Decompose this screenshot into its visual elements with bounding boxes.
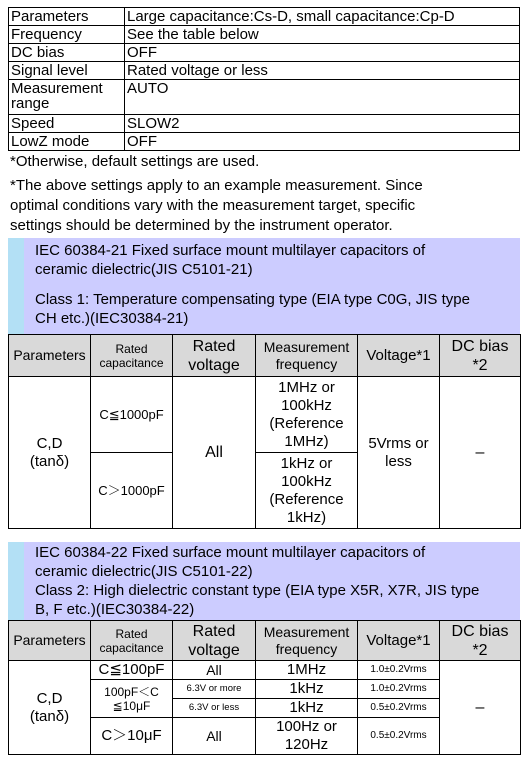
header-voltage: Voltage*1 xyxy=(358,621,440,661)
capacitance-cell: C＞1000pF xyxy=(91,453,173,529)
section2-banner xyxy=(8,542,520,620)
voltage-cell: 1.0±0.2Vrms xyxy=(358,661,440,680)
dc-bias-cell: – xyxy=(440,377,521,529)
section1-class: CH etc.)(IEC30384-21) xyxy=(35,310,189,327)
header-parameters: Parameters xyxy=(9,335,91,377)
capacitance-cell: C＞10μF xyxy=(91,718,173,755)
note-line: optimal conditions vary with the measurement target, specific xyxy=(10,197,416,214)
header-rated-capacitance: Rated capacitance xyxy=(91,335,173,377)
voltage-cell: 5Vrms or less xyxy=(358,377,440,529)
capacitance-cell: C≦1000pF xyxy=(91,377,173,453)
note-default: *Otherwise, default settings are used. xyxy=(10,153,260,170)
frequency-cell xyxy=(256,377,358,453)
section2-class: Class 2: High dielectric constant type (EIA type X5R, X7R, JIS type xyxy=(35,582,480,599)
param-cell xyxy=(9,377,91,529)
settings-key: DC bias xyxy=(9,44,125,62)
settings-row xyxy=(9,115,520,133)
frequency-line: 1MHz) xyxy=(284,432,329,450)
header-measurement-frequency: Measurement frequency xyxy=(256,621,358,661)
section1-table xyxy=(8,334,521,529)
settings-key: LowZ mode xyxy=(9,133,125,151)
rated-voltage-cell: 6.3V or more xyxy=(173,680,256,699)
table-row xyxy=(9,661,521,680)
settings-row xyxy=(9,8,520,26)
frequency-line: 1MHz or xyxy=(278,378,335,396)
header-dc-bias: DC bias *2 xyxy=(440,335,521,377)
settings-value: OFF xyxy=(125,44,520,62)
rated-voltage-cell: All xyxy=(173,661,256,680)
settings-value: Large capacitance:Cs-D, small capacitance:Cp-D xyxy=(125,8,520,26)
param-cell xyxy=(9,661,91,755)
settings-row xyxy=(9,133,520,151)
header-parameters: Parameters xyxy=(9,621,91,661)
table-row xyxy=(9,377,521,453)
section2-table xyxy=(8,620,521,755)
section2-title: IEC 60384-22 Fixed surface mount multilayer capacitors of xyxy=(35,544,426,561)
rated-voltage-cell: All xyxy=(173,377,256,529)
param-label: C,D xyxy=(36,434,63,452)
frequency-cell: 1kHz xyxy=(256,680,358,699)
capacitance-line: ≦10μF xyxy=(112,698,151,713)
settings-row xyxy=(9,44,520,62)
settings-value: SLOW2 xyxy=(125,115,520,133)
rated-voltage-cell: All xyxy=(173,718,256,755)
settings-row xyxy=(9,26,520,44)
frequency-line: (Reference xyxy=(269,414,344,432)
settings-value: See the table below xyxy=(125,26,520,44)
capacitance-cell xyxy=(91,680,173,718)
rated-voltage-cell: 6.3V or less xyxy=(173,699,256,718)
banner-accent-strip xyxy=(8,238,24,334)
header-voltage: Voltage*1 xyxy=(358,335,440,377)
section1-banner xyxy=(8,238,520,334)
section2-title: ceramic dielectric(JIS C5101-22) xyxy=(35,563,253,580)
frequency-line: 100Hz or xyxy=(276,718,337,735)
param-sub-label: (tanδ) xyxy=(29,707,70,725)
voltage-cell: 0.5±0.2Vrms xyxy=(358,699,440,718)
capacitance-line: 100pF＜C xyxy=(104,684,159,699)
voltage-cell: 1.0±0.2Vrms xyxy=(358,680,440,699)
settings-key: Frequency xyxy=(9,26,125,44)
section1-title: IEC 60384-21 Fixed surface mount multilayer capacitors of xyxy=(35,242,426,259)
settings-row xyxy=(9,80,520,115)
banner-accent-strip xyxy=(8,542,24,620)
settings-row xyxy=(9,62,520,80)
dc-bias-cell: – xyxy=(440,661,521,755)
frequency-line: 100kHz xyxy=(281,396,332,414)
settings-key: Parameters xyxy=(9,8,125,26)
header-rated-voltage: Rated voltage xyxy=(173,621,256,661)
table-header-row xyxy=(9,335,521,377)
frequency-line: (Reference xyxy=(269,490,344,508)
voltage-cell: 0.5±0.2Vrms xyxy=(358,718,440,755)
frequency-line: 120Hz xyxy=(284,736,329,753)
frequency-cell: 1kHz xyxy=(256,699,358,718)
header-measurement-frequency: Measurement frequency xyxy=(256,335,358,377)
table-header-row xyxy=(9,621,521,661)
frequency-cell: 1MHz xyxy=(256,661,358,680)
frequency-cell xyxy=(256,718,358,755)
settings-value: Rated voltage or less xyxy=(125,62,520,80)
param-sub-label: (tanδ) xyxy=(29,452,70,470)
capacitance-cell: C≦100pF xyxy=(91,661,173,680)
frequency-line: 1kHz) xyxy=(286,508,327,526)
note-line: settings should be determined by the instrument operator. xyxy=(10,217,393,234)
frequency-line: 1kHz or xyxy=(280,454,333,472)
frequency-cell xyxy=(256,453,358,529)
settings-key: Signal level xyxy=(9,62,125,80)
settings-value: OFF xyxy=(125,133,520,151)
section1-title: ceramic dielectric(JIS C5101-21) xyxy=(35,261,253,278)
section2-class: B, F etc.)(IEC30384-22) xyxy=(35,601,195,618)
header-dc-bias: DC bias *2 xyxy=(440,621,521,661)
frequency-line: 100kHz xyxy=(281,472,332,490)
header-rated-capacitance: Rated capacitance xyxy=(91,621,173,661)
header-rated-voltage: Rated voltage xyxy=(173,335,256,377)
settings-value: AUTO xyxy=(125,80,520,115)
settings-table xyxy=(8,7,520,151)
settings-key: Speed xyxy=(9,115,125,133)
settings-key: Measurement range xyxy=(9,80,125,115)
section1-class: Class 1: Temperature compensating type (EIA type C0G, JIS type xyxy=(35,291,470,308)
note-line: *The above settings apply to an example measurement. Since xyxy=(10,177,423,194)
param-label: C,D xyxy=(36,689,63,707)
